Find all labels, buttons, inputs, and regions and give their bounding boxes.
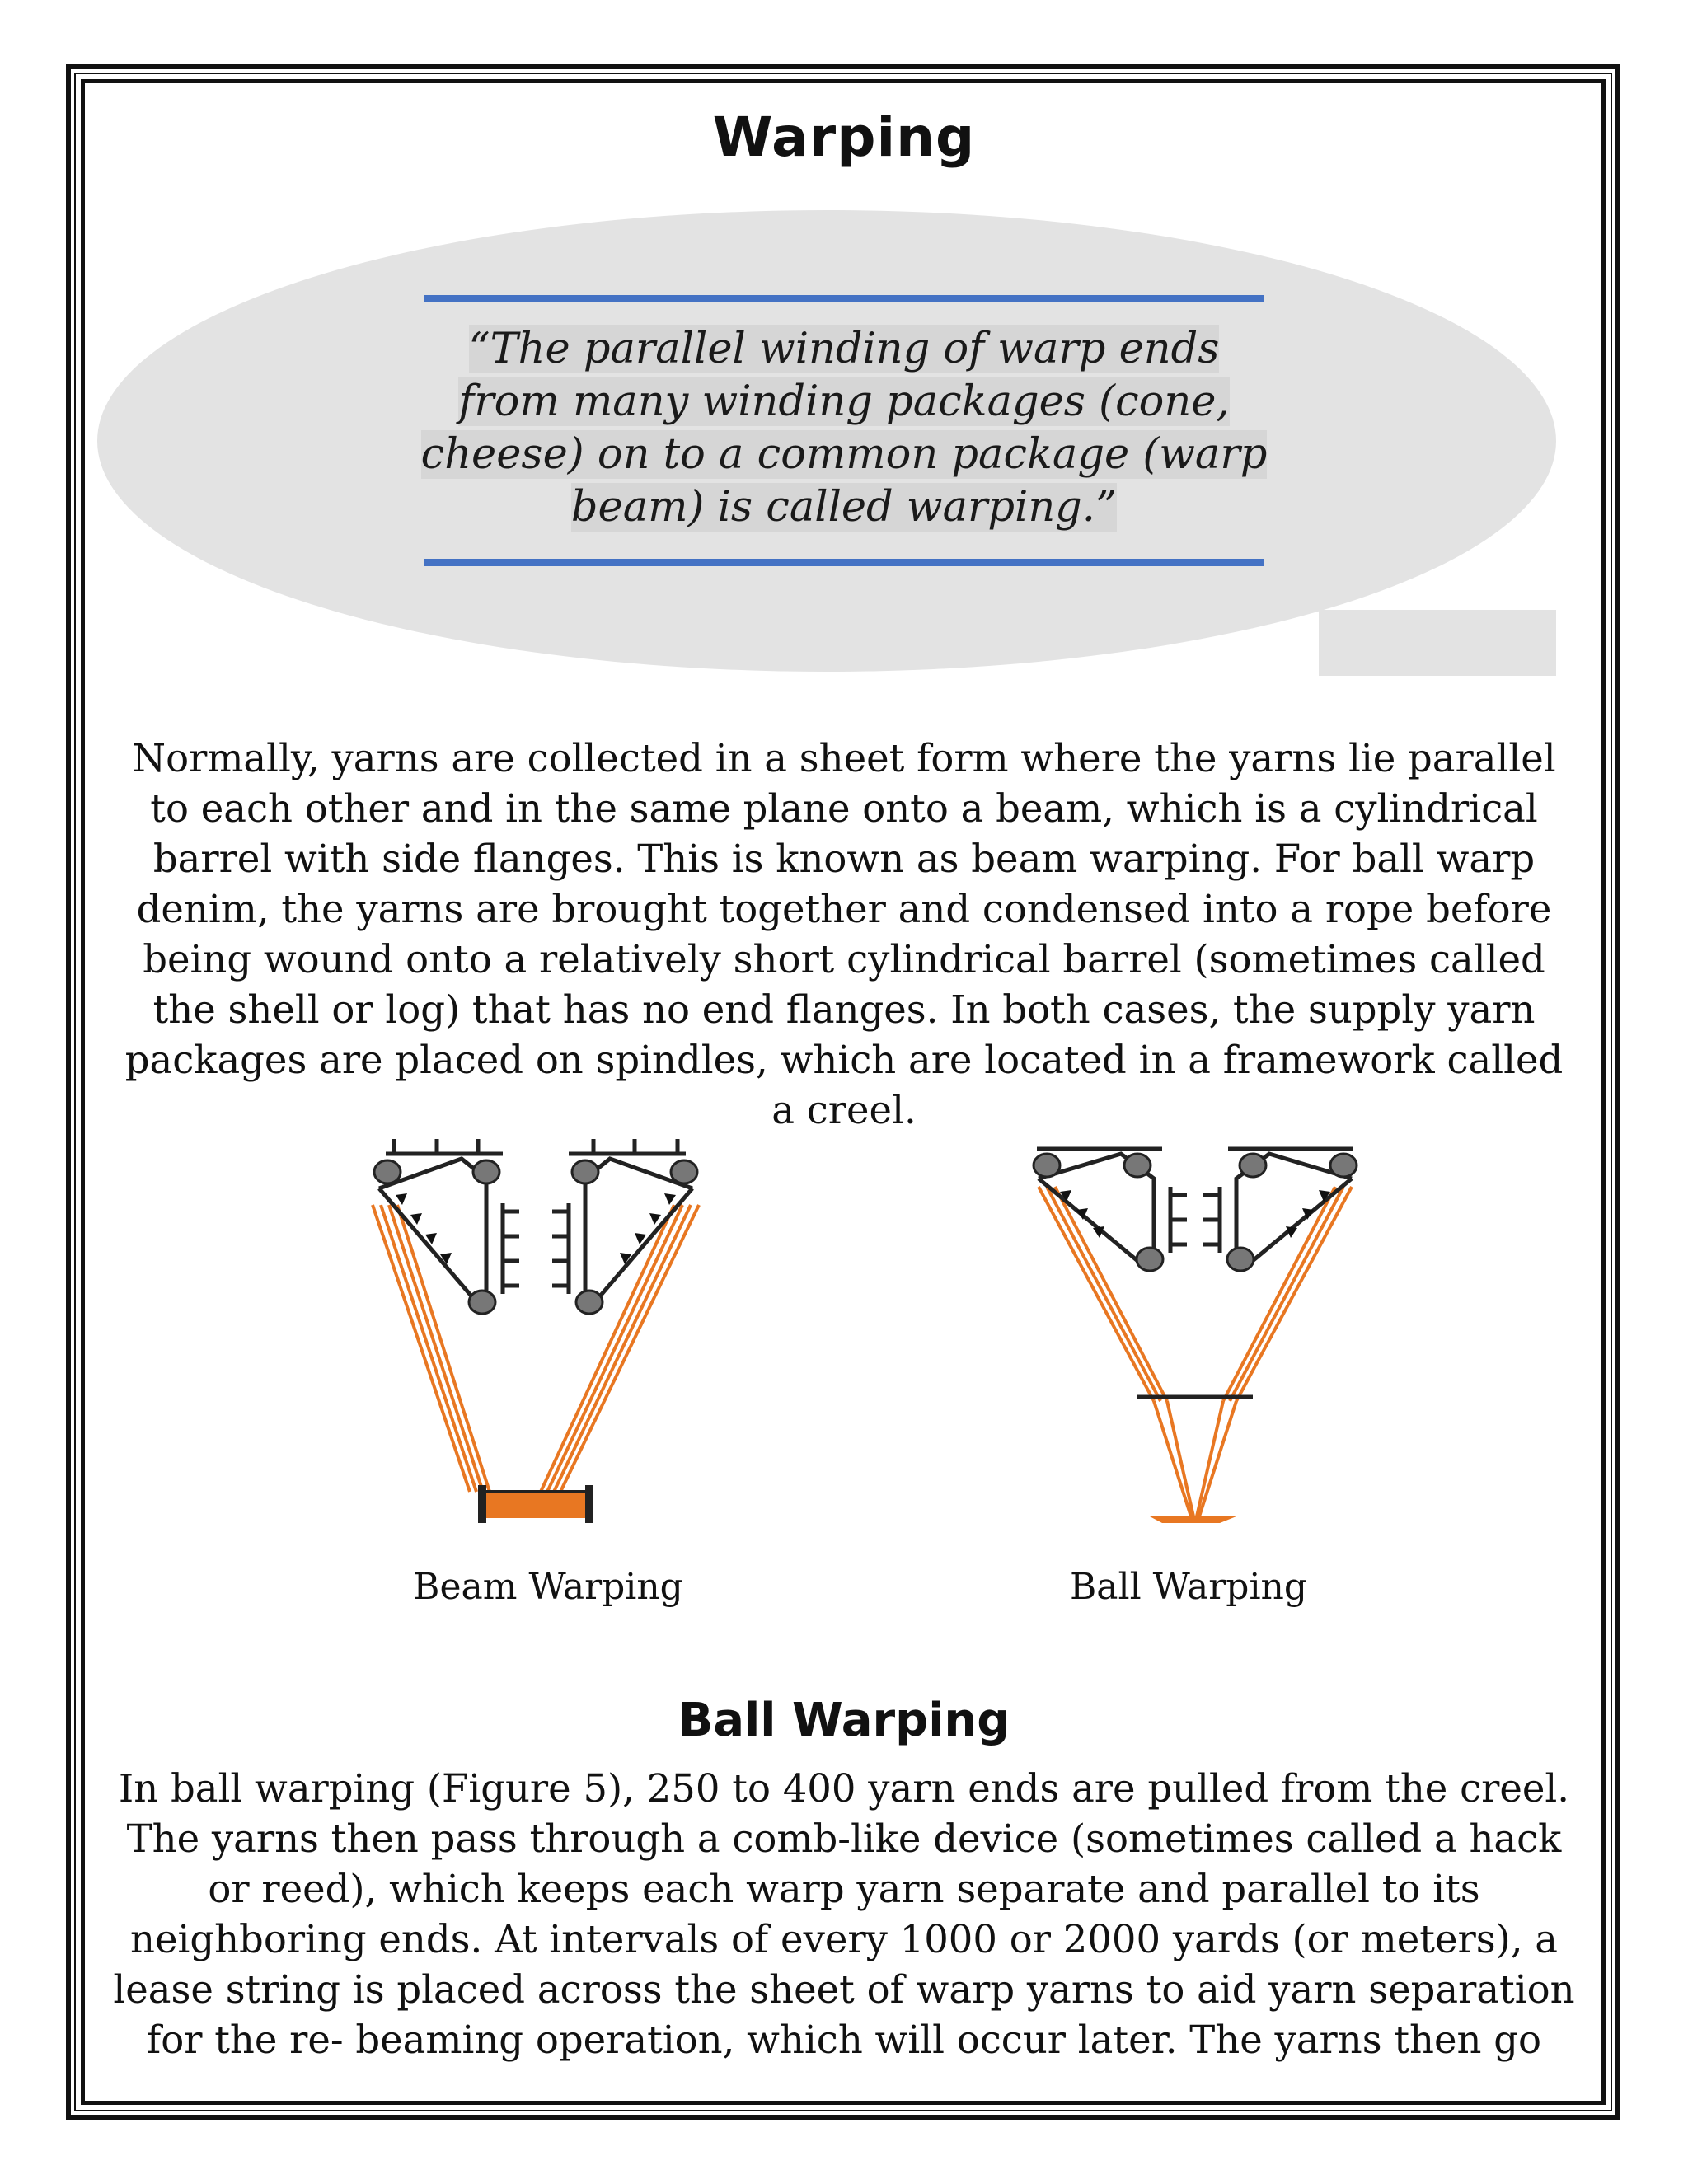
section-paragraph: In ball warping (Figure 5), 250 to 400 yarn ends are pulled from the creel. The yarns then pass through a comb-like device (sometimes called a hack or reed), which keeps each warp yarn separate and parallel to its neighboring ends. At intervals of every 1000 or 2000 yards (or meters), a lease string is placed across the sheet of warp yarns to aid yarn separation for the re- beaming operation, which will occur later. The yarns then go	[113, 1766, 1575, 2062]
quote-rule-top	[424, 295, 1264, 302]
ball-warping-caption: Ball Warping	[1069, 1566, 1308, 1608]
ball-warping-diagram	[1014, 1129, 1376, 1541]
definition-quote-text: “The parallel winding of warp ends from many winding packages (cone, cheese) on to a common package (warp beam) is called warping.”	[420, 325, 1268, 532]
quote-rule-bottom	[424, 559, 1264, 566]
beam-warping-caption: Beam Warping	[413, 1566, 683, 1608]
definition-quote	[412, 323, 1276, 534]
callout-tail	[1319, 610, 1556, 676]
section-heading: Ball Warping	[678, 1694, 1010, 1747]
intro-paragraph: Normally, yarns are collected in a sheet form where the yarns lie parallel to each other and in the same plane onto a beam, which is a cylindrical barrel with side flanges. This is known as beam warping. For ball warp denim, the yarns are brought together and condensed into a rope before being wound onto a relatively short cylindrical barrel (sometimes called the shell or log) that has no end flanges. In both cases, the supply yarn packages are placed on spindles, which are located in a framework called a creel.	[124, 736, 1564, 1132]
beam-warping-diagram	[354, 1129, 717, 1549]
page-title: Warping	[712, 105, 976, 169]
